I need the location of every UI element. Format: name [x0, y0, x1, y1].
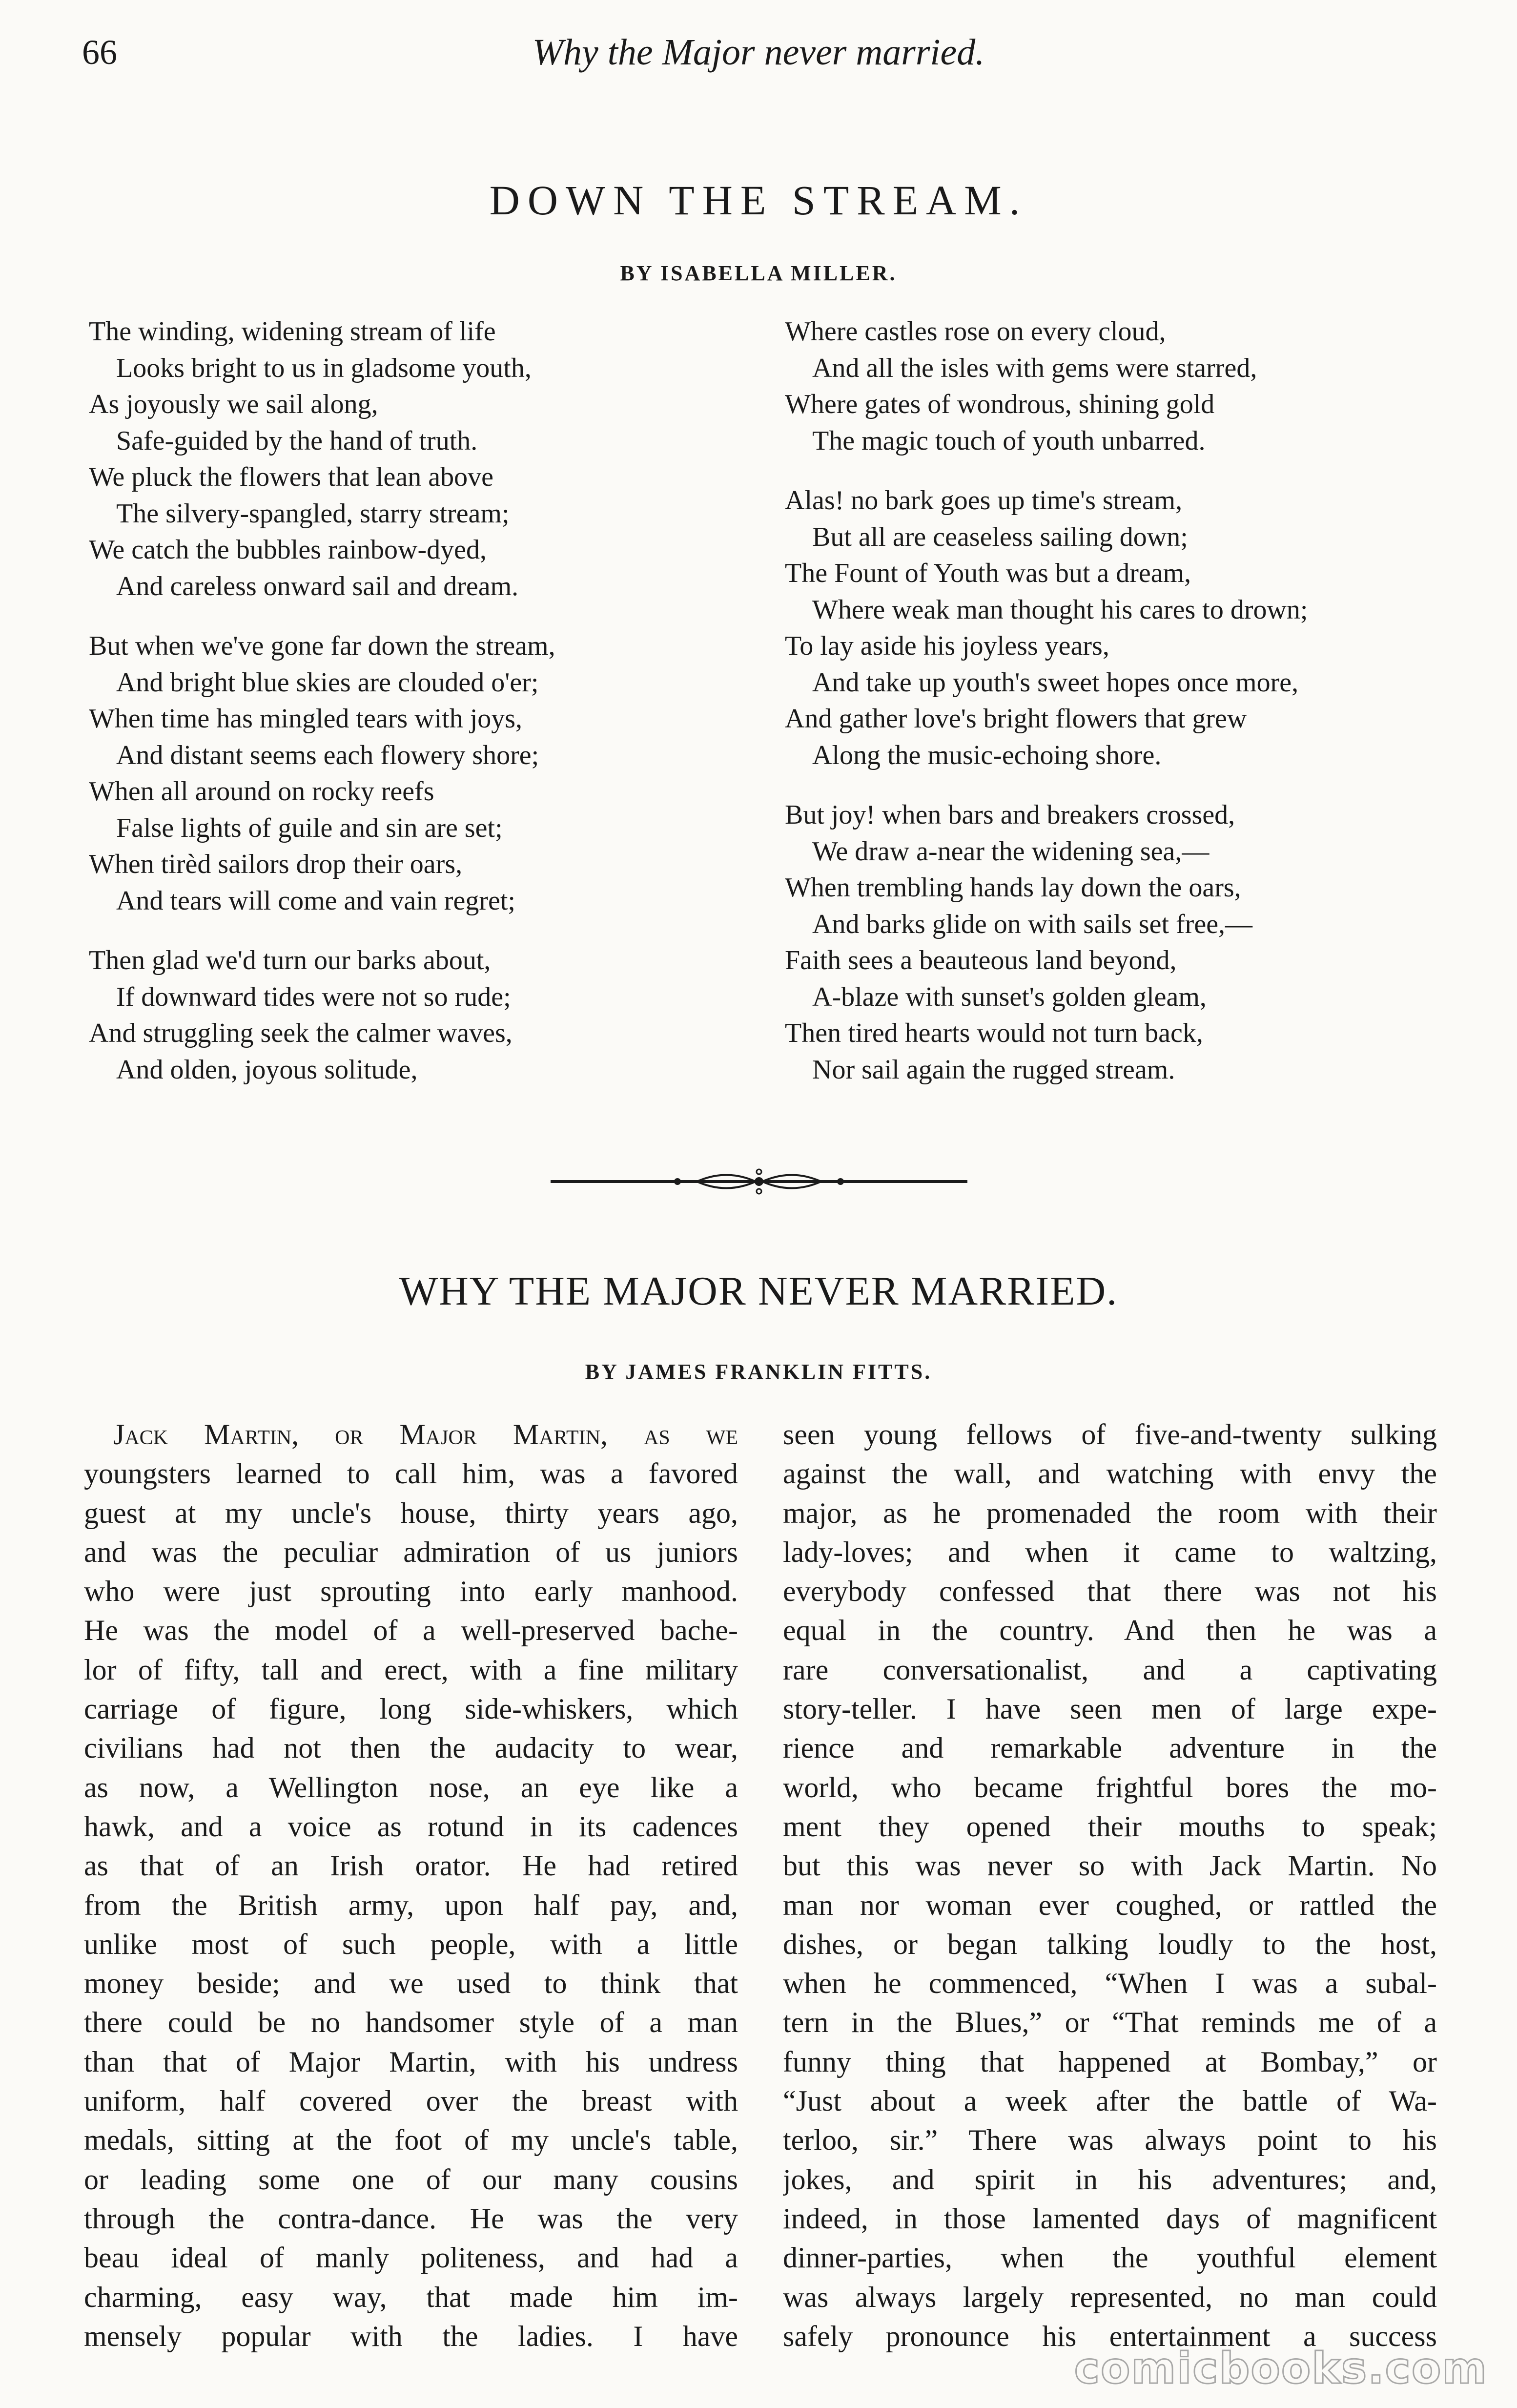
poem-line: If downward tides were not so rude;	[116, 981, 511, 1012]
ornamental-divider	[551, 1167, 967, 1196]
story-title: WHY THE MAJOR NEVER MARRIED.	[399, 1268, 1118, 1314]
poem-line: False lights of guile and sin are set;	[116, 812, 503, 843]
text-line: civilians had not then the audacity to wear,	[84, 1732, 738, 1764]
text-line: as that of an Irish orator. He had retired	[84, 1849, 738, 1882]
poem-line: And struggling seek the calmer waves,	[89, 1018, 512, 1048]
poem-line: But when we've gone far down the stream,	[89, 631, 555, 661]
text-line: through the contra-dance. He was the very	[84, 2202, 738, 2235]
poem-line: The magic touch of youth unbarred.	[812, 425, 1206, 456]
text-line: lady-loves; and when it came to waltzing,	[783, 1536, 1437, 1568]
story-right-column	[783, 1415, 1437, 2356]
poem-line: And all the isles with gems were starred,	[812, 353, 1257, 383]
text-line: lor of fifty, tall and erect, with a fine military	[84, 1653, 738, 1686]
text-line: and was the peculiar admiration of us juniors	[84, 1536, 738, 1568]
poem-line: But all are ceaseless sailing down;	[812, 521, 1188, 552]
text-line: as now, a Wellington nose, an eye like a	[84, 1771, 738, 1804]
text-line: “Just about a week after the battle of Wa-	[783, 2085, 1437, 2117]
poem-stanza	[785, 482, 1308, 773]
poem-line: The winding, widening stream of life	[89, 316, 496, 347]
poem-line: Looks bright to us in gladsome youth,	[116, 353, 532, 383]
text-line: charming, easy way, that made him im-	[84, 2281, 738, 2313]
text-line: jokes, and spirit in his adventures; and,	[783, 2163, 1437, 2196]
poem-line: Then tired hearts would not turn back,	[785, 1018, 1203, 1048]
text-line: dishes, or began talking loudly to the host,	[783, 1928, 1437, 1960]
poem-line: When all around on rocky reefs	[89, 776, 434, 807]
text-line: funny thing that happened at Bombay,” or	[783, 2045, 1437, 2078]
poem-line: And distant seems each flowery shore;	[116, 740, 539, 770]
poem-line: Then glad we'd turn our barks about,	[89, 945, 491, 976]
poem-line: The Fount of Youth was but a dream,	[785, 558, 1191, 588]
text-line: medals, sitting at the foot of my uncle's table,	[84, 2124, 738, 2157]
poem-line: As joyously we sail along,	[89, 389, 378, 419]
text-line: He was the model of a well-preserved bache-	[84, 1614, 738, 1647]
text-line: unlike most of such people, with a little	[84, 1928, 738, 1960]
poem-line: The silvery-spangled, starry stream;	[116, 498, 510, 529]
story-byline: BY JAMES FRANKLIN FITTS.	[585, 1360, 932, 1384]
poem-line: We catch the bubbles rainbow-dyed,	[89, 535, 487, 565]
poem-line: Nor sail again the rugged stream.	[812, 1054, 1175, 1085]
text-line: against the wall, and watching with envy the	[783, 1457, 1437, 1490]
text-line: indeed, in those lamented days of magnificent	[783, 2202, 1437, 2235]
story-left-column	[84, 1415, 738, 2356]
poem-stanza	[89, 628, 555, 919]
poem-line: When time has mingled tears with joys,	[89, 704, 523, 734]
text-line: there could be no handsomer style of a man	[84, 2006, 738, 2039]
text-line: beau ideal of manly politeness, and had a	[84, 2242, 738, 2274]
text-line: but this was never so with Jack Martin. No	[783, 1849, 1437, 1882]
text-line: man nor woman ever coughed, or rattled the	[783, 1889, 1437, 1921]
text-line: world, who became frightful bores the mo-	[783, 1771, 1437, 1804]
poem-line: Safe-guided by the hand of truth.	[116, 425, 478, 456]
text-line: equal in the country. And then he was a	[783, 1614, 1437, 1647]
site-watermark: comicbooks.com	[1074, 2343, 1488, 2393]
poem-line: Alas! no bark goes up time's stream,	[785, 485, 1183, 516]
text-line: when he commenced, “When I was a subal-	[783, 1967, 1437, 2000]
text-line: carriage of figure, long side-whiskers, which	[84, 1693, 738, 1725]
poem-line: And gather love's bright flowers that grew	[785, 704, 1247, 734]
poem-line: And olden, joyous solitude,	[116, 1054, 418, 1085]
text-line: tern in the Blues,” or “That reminds me of a	[783, 2006, 1437, 2039]
poem-line: But joy! when bars and breakers crossed,	[785, 800, 1235, 830]
poem-line: Along the music-echoing shore.	[812, 740, 1162, 770]
poem-line: And careless onward sail and dream.	[116, 571, 519, 602]
text-line: guest at my uncle's house, thirty years ago,	[84, 1496, 738, 1529]
text-line: was always largely represented, no man could	[783, 2281, 1437, 2313]
poem-stanza	[785, 797, 1308, 1088]
poem-line: And barks glide on with sails set free,—	[812, 909, 1253, 939]
text-line: terloo, sir.” There was always point to his	[783, 2124, 1437, 2157]
text-line: rience and remarkable adventure in the	[783, 1732, 1437, 1764]
text-line: hawk, and a voice as rotund in its cadences	[84, 1810, 738, 1843]
poem-title: DOWN THE STREAM.	[489, 177, 1028, 224]
poem-right-column	[785, 313, 1308, 1111]
poem-stanza	[785, 313, 1308, 459]
text-line: or leading some one of our many cousins	[84, 2163, 738, 2196]
poem-line: And bright blue skies are clouded o'er;	[116, 667, 539, 698]
text-line: from the British army, upon half pay, and,	[84, 1889, 738, 1921]
text-line: uniform, half covered over the breast with	[84, 2085, 738, 2117]
text-line: everybody confessed that there was not his	[783, 1575, 1437, 1608]
text-line: money beside; and we used to think that	[84, 1967, 738, 2000]
text-line: story-teller. I have seen men of large expe-	[783, 1693, 1437, 1725]
text-line: mensely popular with the ladies. I have	[84, 2320, 738, 2352]
page-number: 66	[82, 33, 117, 72]
poem-byline: BY ISABELLA MILLER.	[620, 261, 897, 285]
text-line: rare conversationalist, and a captivating	[783, 1653, 1437, 1686]
text-line: safely pronounce his entertainment a success	[783, 2320, 1437, 2352]
running-title: Why the Major never married.	[532, 32, 985, 73]
poem-line: Where weak man thought his cares to drown;	[812, 594, 1308, 625]
poem-stanza	[89, 942, 555, 1088]
poem-line: And tears will come and vain regret;	[116, 885, 515, 916]
poem-stanza	[89, 313, 555, 604]
text-line: youngsters learned to call him, was a favored	[84, 1457, 738, 1490]
poem-line: When tirèd sailors drop their oars,	[89, 849, 463, 879]
poem-line: A-blaze with sunset's golden gleam,	[812, 981, 1207, 1012]
poem-line: We draw a-near the widening sea,—	[812, 836, 1210, 867]
poem-line: Faith sees a beauteous land beyond,	[785, 945, 1177, 976]
poem-line: We pluck the flowers that lean above	[89, 462, 493, 492]
text-line: dinner-parties, when the youthful element	[783, 2242, 1437, 2274]
text-line: ment they opened their mouths to speak;	[783, 1810, 1437, 1843]
text-line: Jack Martin, or Major Martin, as we	[113, 1418, 738, 1451]
poem-line: To lay aside his joyless years,	[785, 631, 1109, 661]
poem-line: Where gates of wondrous, shining gold	[785, 389, 1215, 419]
poem-line: Where castles rose on every cloud,	[785, 316, 1166, 347]
text-line: who were just sprouting into early manhood.	[84, 1575, 738, 1608]
poem-line: When trembling hands lay down the oars,	[785, 872, 1241, 903]
text-line: major, as he promenaded the room with their	[783, 1496, 1437, 1529]
poem-left-column	[89, 313, 555, 1111]
text-line: seen young fellows of five-and-twenty sulking	[783, 1418, 1437, 1451]
text-line: than that of Major Martin, with his undress	[84, 2045, 738, 2078]
poem-line: And take up youth's sweet hopes once more,	[812, 667, 1299, 698]
